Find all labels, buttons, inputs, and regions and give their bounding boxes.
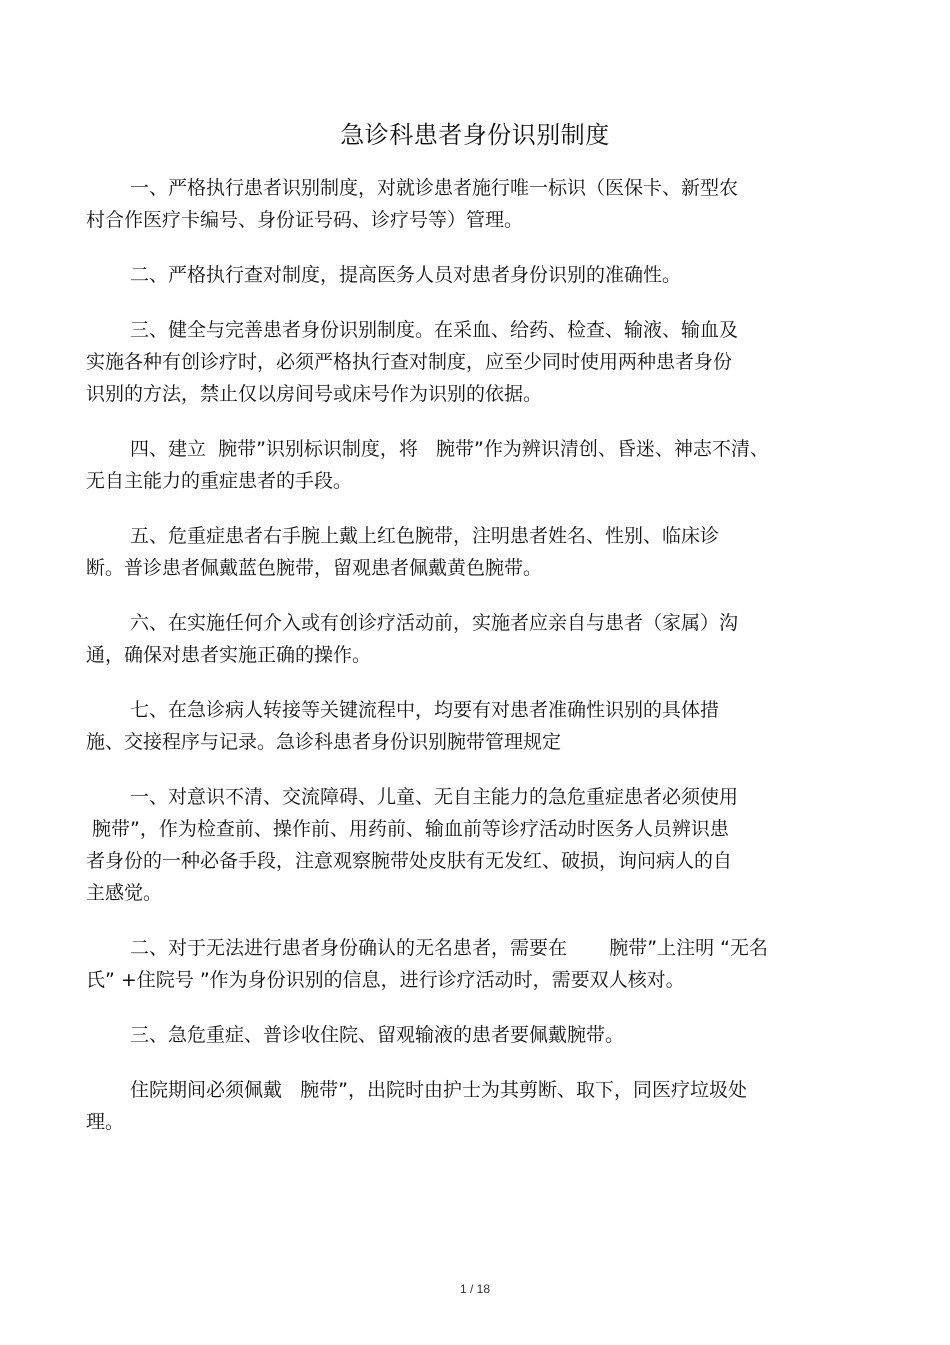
paragraph-5 <box>86 520 834 584</box>
paragraph-line: 理。 <box>86 1111 125 1133</box>
paragraph-line: 三、急危重症、普诊收住院、留观输液的患者要佩戴腕带。 <box>130 1024 625 1046</box>
paragraph-line: 腕带”，作为检查前、操作前、用药前、输血前等诊疗活动时医务人员辨识患 <box>86 818 729 840</box>
paragraph-11 <box>86 1074 834 1138</box>
paragraph-line: 一、严格执行患者识别制度，对就诊患者施行唯一标识（医保卡、新型农 <box>130 177 739 199</box>
paragraph-2 <box>86 259 834 291</box>
paragraph-line: 二、严格执行查对制度，提高医务人员对患者身份识别的准确性。 <box>130 264 682 286</box>
paragraph-4 <box>86 433 834 497</box>
paragraph-line: 无自主能力的重症患者的手段。 <box>86 470 353 492</box>
paragraph-line: 者身份的一种必备手段，注意观察腕带处皮肤有无发红、破损，询问病人的自 <box>86 850 733 872</box>
document-body <box>86 172 834 1161</box>
paragraph-8 <box>86 781 834 909</box>
paragraph-line: 主感觉。 <box>86 882 163 904</box>
paragraph-line: 住院期间必须佩戴 腕带”，出院时由护士为其剪断、取下，同医疗垃圾处 <box>130 1079 747 1101</box>
paragraph-line: 氏” +住院号 ”作为身份识别的信息，进行诊疗活动时，需要双人核对。 <box>86 969 685 991</box>
paragraph-line: 五、危重症患者右手腕上戴上红色腕带，注明患者姓名、性别、临床诊 <box>130 525 720 547</box>
paragraph-line: 识别的方法，禁止仅以房间号或床号作为识别的依据。 <box>86 383 543 405</box>
paragraph-line: 六、在实施任何介入或有创诊疗活动前，实施者应亲自与患者（家属）沟 <box>130 612 739 634</box>
paragraph-line: 二、对于无法进行患者身份确认的无名患者，需要在 腕带”上注明 “无名 <box>130 937 769 959</box>
paragraph-line: 村合作医疗卡编号、身份证号码、诊疗号等）管理。 <box>86 209 524 231</box>
paragraph-line: 断。普诊患者佩戴蓝色腕带，留观患者佩戴黄色腕带。 <box>86 557 543 579</box>
paragraph-line: 实施各种有创诊疗时，必须严格执行查对制度，应至少同时使用两种患者身份 <box>86 351 733 373</box>
page-title: 急诊科患者身份识别制度 <box>340 121 610 149</box>
paragraph-7 <box>86 694 834 758</box>
paragraph-line: 通，确保对患者实施正确的操作。 <box>86 644 372 666</box>
paragraph-line: 施、交接程序与记录。急诊科患者身份识别腕带管理规定 <box>86 731 562 753</box>
page-number: 1 / 18 <box>459 1282 491 1296</box>
paragraph-line: 三、健全与完善患者身份识别制度。在采血、给药、检查、输液、输血及 <box>130 319 739 341</box>
paragraph-1 <box>86 172 834 236</box>
paragraph-line: 四、建立 腕带”识别标识制度，将 腕带”作为辨识清创、昏迷、神志不清、 <box>130 438 769 460</box>
paragraph-line: 七、在急诊病人转接等关键流程中，均要有对患者准确性识别的具体措 <box>130 699 720 721</box>
paragraph-line: 一、对意识不清、交流障碍、儿童、无自主能力的急危重症患者必须使用 <box>130 786 739 808</box>
paragraph-6 <box>86 607 834 671</box>
paragraph-10 <box>86 1019 834 1051</box>
paragraph-9 <box>86 932 834 996</box>
paragraph-3 <box>86 314 834 410</box>
